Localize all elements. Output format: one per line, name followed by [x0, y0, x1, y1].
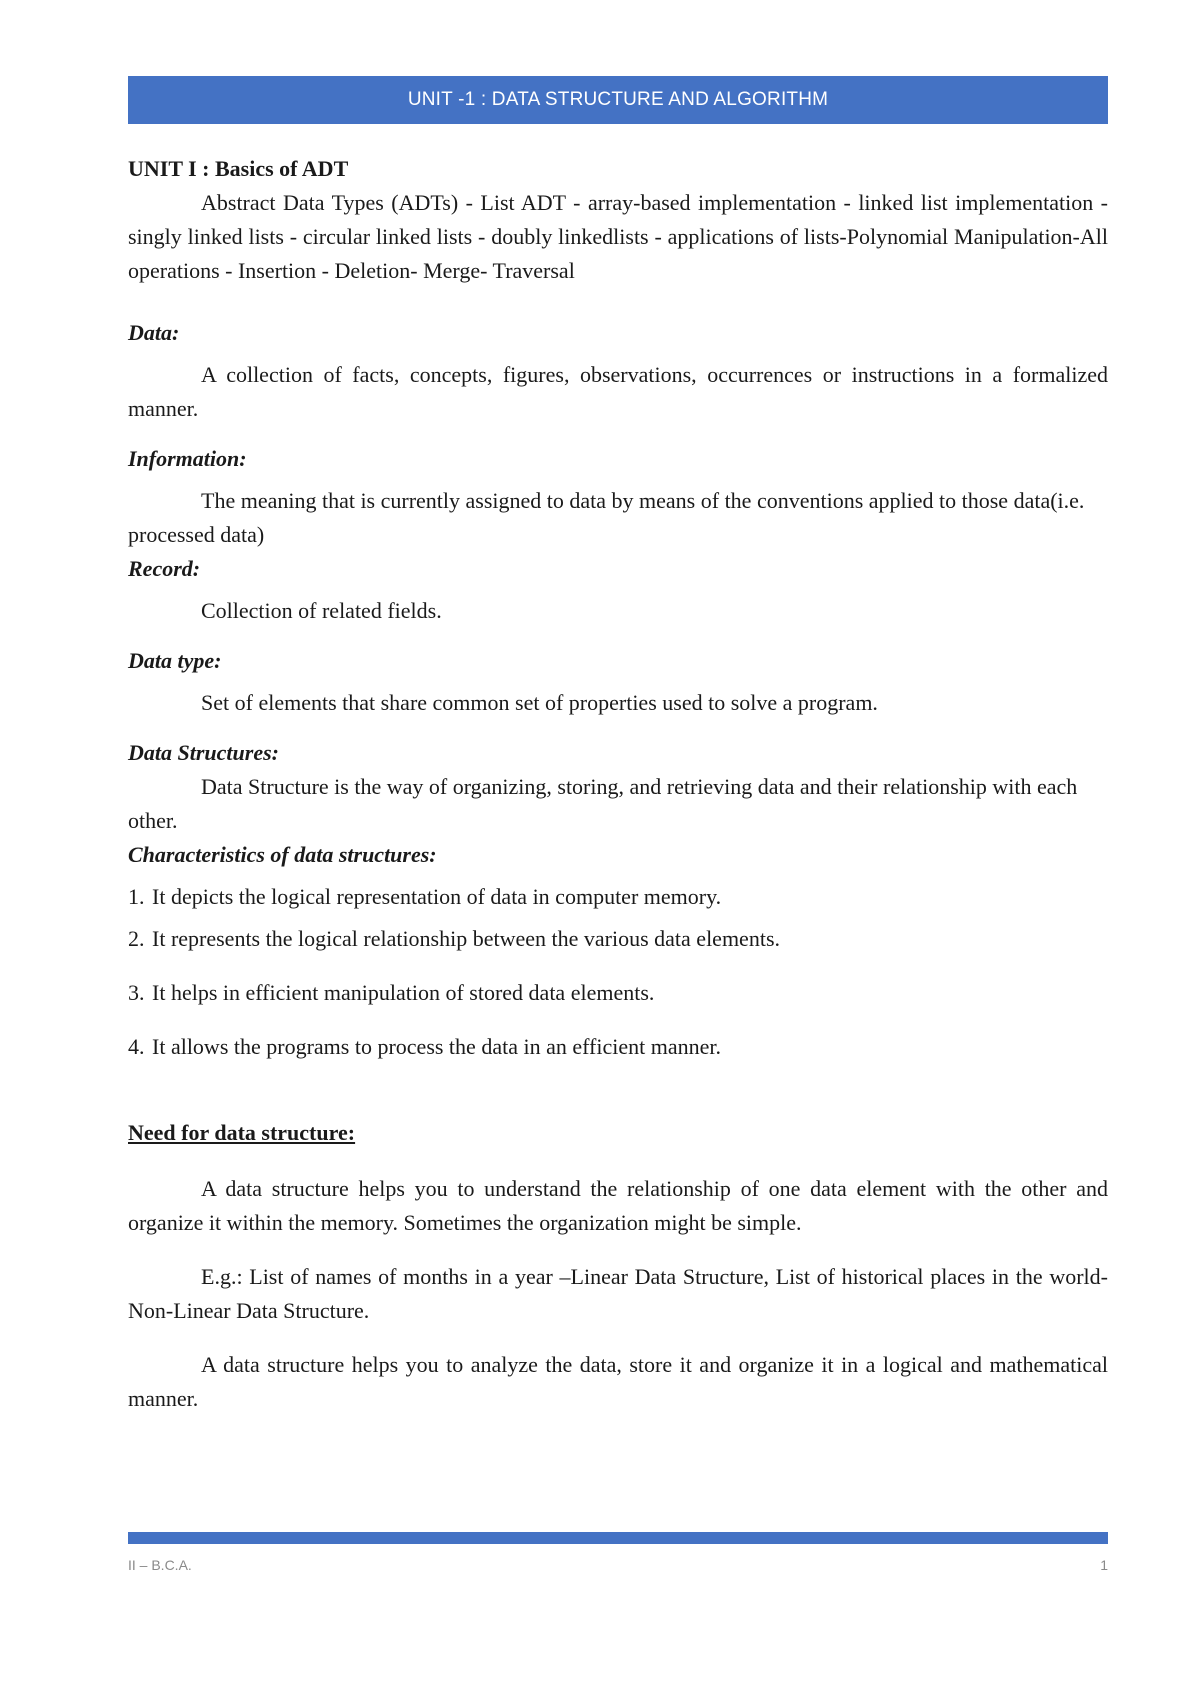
need-paragraph: A data structure helps you to analyze the data, store it and organize it in a logical and mathematical manner. [128, 1352, 1108, 1411]
list-item [128, 976, 1108, 1010]
definition-data: A collection of facts, concepts, figures, observations, occurrences or instructions in a formalized manner. [128, 362, 1108, 421]
definition-information: The meaning that is currently assigned to data by means of the conventions applied to those data(i.e. processed data) [128, 488, 1085, 547]
unit-summary: Abstract Data Types (ADTs) - List ADT - array-based implementation - linked list implementation - singly linked lists - circular linked lists - doubly linkedlists - applications of lists-Polynomial Manipulation-All operations - Insertion - Deletion- Merge- Traversal [128, 190, 1108, 283]
document-body [128, 152, 1108, 1416]
list-item [128, 1030, 1108, 1064]
characteristics-heading: Characteristics of data structures: [128, 842, 437, 867]
term-information: Information: [128, 446, 247, 471]
list-number: 3. [128, 980, 145, 1005]
term-data-type: Data type: [128, 648, 222, 673]
term-data: Data: [128, 320, 180, 345]
term-record: Record: [128, 556, 201, 581]
page-header-banner [128, 76, 1108, 124]
list-item [128, 880, 1108, 914]
need-heading: Need for data structure: [128, 1120, 356, 1145]
definition-data-type: Set of elements that share common set of properties used to solve a program. [201, 690, 878, 715]
list-text: It allows the programs to process the data in an efficient manner. [152, 1034, 721, 1059]
list-number: 1. [128, 884, 145, 909]
list-text: It helps in efficient manipulation of stored data elements. [152, 980, 655, 1005]
list-number: 4. [128, 1034, 145, 1059]
term-data-structures: Data Structures: [128, 740, 279, 765]
need-paragraph: A data structure helps you to understand the relationship of one data element with the other and organize it within the memory. Sometimes the organization might be simple. [128, 1176, 1108, 1235]
header-title: UNIT -1 : DATA STRUCTURE AND ALGORITHM [407, 89, 829, 110]
footer-course-label: II – B.C.A. [128, 1557, 192, 1573]
definition-data-structures: Data Structure is the way of organizing, storing, and retrieving data and their relationship with each other. [128, 774, 1078, 833]
need-paragraph: E.g.: List of names of months in a year –Linear Data Structure, List of historical places in the world- Non-Linear Data Structure. [128, 1264, 1108, 1323]
unit-title: UNIT I : Basics of ADT [128, 156, 349, 181]
definition-record: Collection of related fields. [201, 598, 442, 623]
page-number: 1 [1100, 1557, 1108, 1573]
footer-divider-bar [128, 1532, 1108, 1544]
list-text: It depicts the logical representation of data in computer memory. [152, 884, 722, 909]
list-number: 2. [128, 926, 145, 951]
list-text: It represents the logical relationship between the various data elements. [152, 926, 780, 951]
list-item [128, 922, 1108, 956]
